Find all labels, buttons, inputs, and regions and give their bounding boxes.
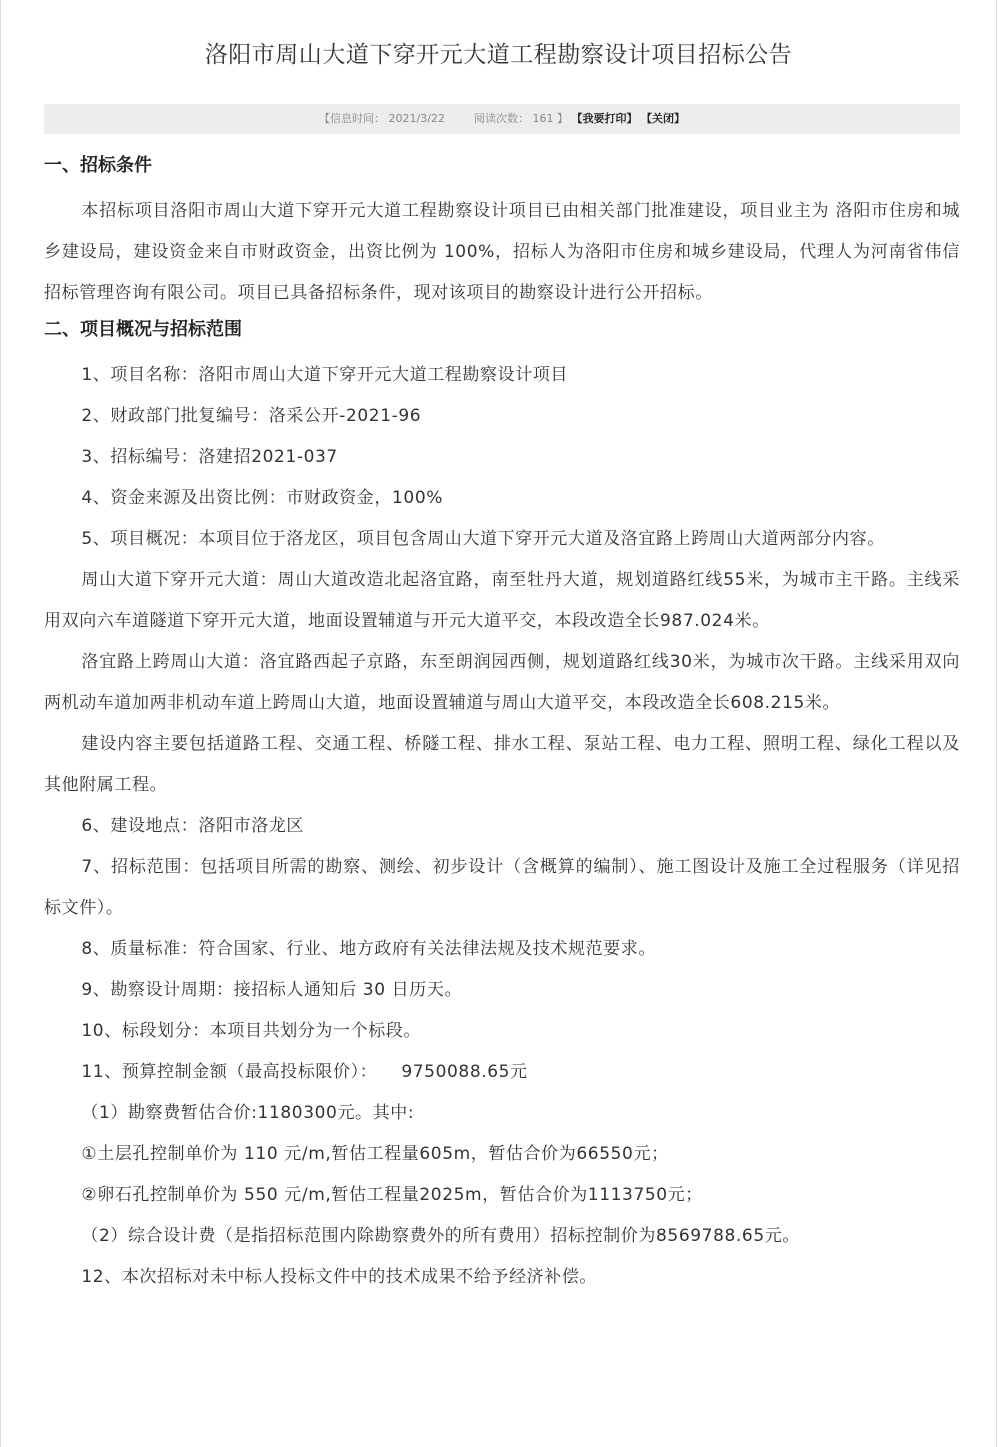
list-item: 4、资金来源及出资比例：市财政资金，100% [81, 488, 444, 508]
list-item: （1）勘察费暂估合价:1180300元。其中: [81, 1103, 415, 1123]
article-body [44, 150, 960, 1298]
page-title: 洛阳市周山大道下穿开元大道工程勘察设计项目招标公告 [204, 42, 793, 68]
list-item: 5、项目概况：本项目位于洛龙区，项目包含周山大道下穿开元大道及洛宜路上跨周山大道两部分内容。 [81, 529, 885, 549]
info-views-label: 阅读次数： [473, 112, 529, 125]
list-item: 2、财政部门批复编号：洛采公开-2021-96 [81, 406, 422, 426]
list-item: 10、标段划分：本项目共划分为一个标段。 [81, 1021, 422, 1041]
close-link[interactable]: 【关闭】 [640, 112, 685, 125]
section-heading-overview: 二、项目概况与招标范围 [44, 319, 242, 340]
list-item: 7、招标范围：包括项目所需的勘察、测绘、初步设计（含概算的编制）、施工图设计及施工全过程服务（详见招标文件）。 [44, 857, 960, 918]
list-item: ②卵石孔控制单价为 550 元/m,暂估工程量2025m，暂估合价为1113750元； [81, 1185, 703, 1205]
list-item: 8、质量标准：符合国家、行业、地方政府有关法律法规及技术规范要求。 [81, 939, 657, 959]
list-item: （2）综合设计费（是指招标范围内除勘察费外的所有费用）招标控制价为8569788.65元。 [81, 1226, 800, 1246]
print-link[interactable]: 【我要打印】 [571, 112, 638, 125]
list-item: 周山大道下穿开元大道：周山大道改造北起洛宜路，南至牡丹大道，规划道路红线55米，为城市主干路。主线采用双向六车道隧道下穿开元大道，地面设置辅道与开元大道平交，本段改造全长987.024米。 [44, 570, 960, 631]
list-item: ①土层孔控制单价为 110 元/m,暂估工程量605m，暂估合价为66550元； [81, 1144, 669, 1164]
info-bracket-close: 】 [556, 112, 568, 125]
list-item: 建设内容主要包括道路工程、交通工程、桥隧工程、排水工程、泵站工程、电力工程、照明工程、绿化工程以及其他附属工程。 [44, 734, 960, 795]
list-item: 3、招标编号：洛建招2021-037 [81, 447, 338, 467]
section-heading-conditions: 一、招标条件 [44, 155, 152, 176]
info-time-value: 2021/3/22 [388, 112, 445, 125]
list-item: 6、建设地点：洛阳市洛龙区 [81, 816, 305, 836]
list-item: 12、本次招标对未中标人投标文件中的技术成果不给予经济补偿。 [81, 1267, 598, 1287]
list-item: 9、勘察设计周期：接招标人通知后 30 日历天。 [81, 980, 463, 1000]
info-bar [44, 104, 960, 134]
list-item: 11、预算控制金额（最高投标限价）： 9750088.65元 [81, 1062, 528, 1082]
info-time-label: 【信息时间： [319, 112, 386, 125]
info-views-value: 161 [532, 112, 554, 125]
list-item: 1、项目名称：洛阳市周山大道下穿开元大道工程勘察设计项目 [81, 365, 569, 385]
paragraph: 本招标项目洛阳市周山大道下穿开元大道工程勘察设计项目已由相关部门批准建设，项目业主为 洛阳市住房和城乡建设局，建设资金来自市财政资金，出资比例为 100%，招标人为洛阳市住房和城乡建设局，代理人为河南省伟信招标管理咨询有限公司。项目已具备招标条件，现对该项目的勘察设计进行公开招标。 [44, 201, 960, 303]
list-item: 洛宜路上跨周山大道：洛宜路西起子京路，东至朗润园西侧，规划道路红线30米，为城市次干路。主线采用双向两机动车道加两非机动车道上跨周山大道，地面设置辅道与周山大道平交，本段改造全长608.215米。 [44, 652, 960, 713]
